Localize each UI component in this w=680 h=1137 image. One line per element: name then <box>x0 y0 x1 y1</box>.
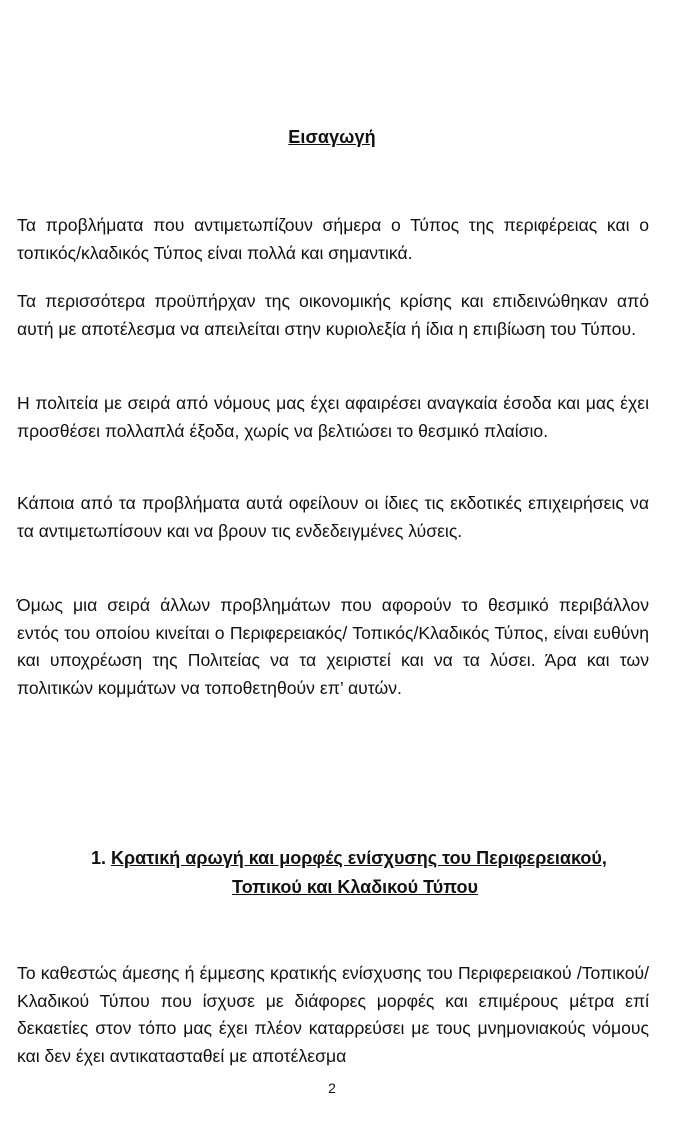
page-number: 2 <box>328 1080 336 1096</box>
paragraph-5: Όμως μια σειρά άλλων προβλημάτων που αφορούν το θεσμικό περιβάλλον εντός του οποίου κινείται ο Περιφερειακός/ Τοπικός/Κλαδικός Τύπος, είναι ευθύνη και υποχρέωση της Πολιτείας να τα χειριστεί και να τα λύσει. Άρα και των πολιτικών κομμάτων να τοποθετηθούν επ’ αυτών. <box>17 595 649 698</box>
document-title: Εισαγωγή <box>288 127 376 147</box>
paragraph-1: Τα προβλήματα που αντιμετωπίζουν σήμερα ο Τύπος της περιφέρειας και ο τοπικός/κλαδικός Τύπος είναι πολλά και σημαντικά. <box>17 215 649 263</box>
section-heading-text-1: Κρατική αρωγή και μορφές ενίσχυσης του Περιφερειακού, <box>111 848 607 868</box>
section-heading-text-2: Τοπικού και Κλαδικού Τύπου <box>232 877 478 897</box>
paragraph-3: Η πολιτεία με σειρά από νόμους μας έχει αφαιρέσει αναγκαία έσοδα και μας έχει προσθέσει πολλαπλά έξοδα, χωρίς να βελτιώσει το θεσμικό πλαίσιο. <box>17 393 649 441</box>
section-number: 1. <box>91 848 107 868</box>
section-heading-line-2 <box>0 873 680 902</box>
section-heading-line-1 <box>91 844 607 873</box>
paragraph-4: Κάποια από τα προβλήματα αυτά οφείλουν οι ίδιες τις εκδοτικές επιχειρήσεις να τα αντιμετωπίσουν και να βρουν τις ενδεδειγμένες λύσεις. <box>17 493 649 541</box>
paragraph-2: Τα περισσότερα προϋπήρχαν της οικονομικής κρίσης και επιδεινώθηκαν από αυτή με αποτέλεσμα να απειλείται στην κυριολεξία ή ίδια η επιβίωση του Τύπου. <box>17 291 649 339</box>
section-1-paragraph: Το καθεστώς άμεσης ή έμμεσης κρατικής ενίσχυσης του Περιφερειακού /Τοπικού/Κλαδικού Τύπου που ίσχυσε με διάφορες μορφές και επιμέρους μέτρα επί δεκαετίες στον τόπο μας έχει πλέον καταρρεύσει με τους μνημονιακούς νόμους και δεν έχει αντικατασταθεί με αποτέλεσμα <box>17 963 649 1066</box>
